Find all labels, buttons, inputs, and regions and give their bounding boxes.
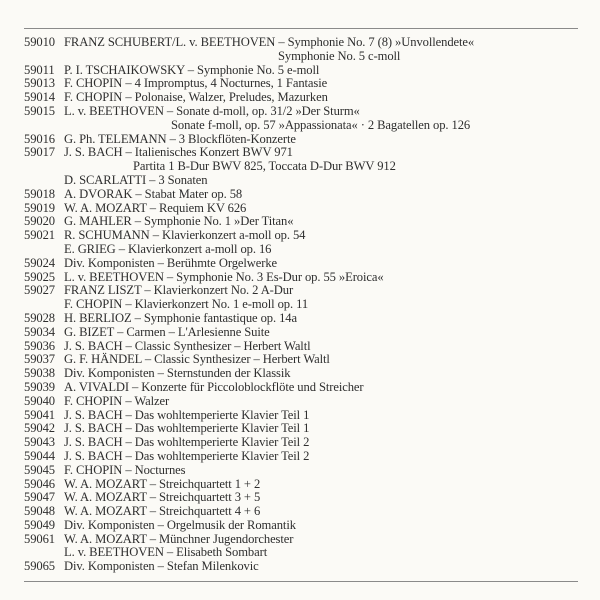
catalogue-entry	[24, 409, 584, 423]
catalogue-entry	[24, 202, 584, 216]
entry-title: W. A. MOZART – Streichquartett 3 + 5	[64, 490, 261, 505]
entry-title: H. BERLIOZ – Symphonie fantastique op. 14a	[64, 310, 297, 325]
catalogue-number: 59048	[24, 504, 55, 519]
entry-title: G. Ph. TELEMANN – 3 Blockflöten-Konzerte	[64, 131, 296, 146]
catalogue-entry	[24, 36, 584, 50]
catalogue-number: 59013	[24, 76, 55, 91]
entry-title: Div. Komponisten – Stefan Milenkovic	[64, 559, 259, 574]
catalogue-number: 59018	[24, 186, 55, 201]
entry-title: P. I. TSCHAIKOWSKY – Symphonie No. 5 e-moll	[64, 62, 320, 77]
entry-title: A. DVORAK – Stabat Mater op. 58	[64, 186, 243, 201]
catalogue-number: 59017	[24, 145, 55, 160]
catalogue-number: 59039	[24, 379, 55, 394]
entry-title: D. SCARLATTI – 3 Sonaten	[64, 172, 208, 187]
catalogue-entry	[24, 312, 584, 326]
catalogue-entry	[24, 215, 584, 229]
catalogue-entry	[24, 105, 584, 119]
catalogue-entry	[24, 326, 584, 340]
entry-title: W. A. MOZART – Requiem KV 626	[64, 200, 247, 215]
entry-title: J. S. BACH – Das wohltemperierte Klavier Teil 1	[64, 421, 310, 436]
catalogue-entry	[24, 436, 584, 450]
catalogue-number: 59038	[24, 366, 55, 381]
catalogue-entry	[24, 91, 584, 105]
catalogue-entry-continuation	[24, 298, 584, 312]
catalogue-entry	[24, 505, 584, 519]
entry-title: J. S. BACH – Das wohltemperierte Klavier Teil 2	[64, 448, 310, 463]
catalogue-entry	[24, 450, 584, 464]
catalogue-number: 59010	[24, 35, 55, 49]
catalogue-entry	[24, 229, 584, 243]
entry-title: F. CHOPIN – 4 Impromptus, 4 Nocturnes, 1 Fantasie	[64, 76, 328, 91]
catalogue-entry	[24, 340, 584, 354]
entry-title: FRANZ SCHUBERT/L. v. BEETHOVEN – Symphonie No. 7 (8) »Unvollendete«	[64, 35, 475, 49]
entry-title: W. A. MOZART – Münchner Jugendorchester	[64, 531, 294, 546]
entry-title: A. VIVALDI – Konzerte für Piccoloblockflöte und Streicher	[64, 379, 364, 394]
catalogue-number: 59041	[24, 407, 55, 422]
entry-title: Div. Komponisten – Orgelmusik der Romantik	[64, 517, 296, 532]
entry-title: R. SCHUMANN – Klavierkonzert a-moll op. 54	[64, 228, 306, 243]
catalogue-number: 59047	[24, 490, 55, 505]
entry-title: L. v. BEETHOVEN – Elisabeth Sombart	[64, 545, 268, 560]
catalogue-number: 59042	[24, 421, 55, 436]
entry-title: W. A. MOZART – Streichquartett 1 + 2	[64, 476, 261, 491]
catalogue-entry	[24, 519, 584, 533]
catalogue-number: 59034	[24, 324, 55, 339]
catalogue-entry	[24, 367, 584, 381]
catalogue-entry	[24, 560, 584, 574]
entry-title: E. GRIEG – Klavierkonzert a-moll op. 16	[64, 241, 272, 256]
entry-title: J. S. BACH – Das wohltemperierte Klavier Teil 2	[64, 435, 310, 450]
entry-title: F. CHOPIN – Klavierkonzert No. 1 e-moll op. 11	[64, 297, 309, 312]
catalogue-number: 59049	[24, 517, 55, 532]
entry-title: Div. Komponisten – Sternstunden der Klassik	[64, 366, 291, 381]
catalogue-entry-continuation	[24, 546, 584, 560]
catalogue-entry-continuation	[24, 160, 584, 174]
catalogue-number: 59021	[24, 228, 55, 243]
catalogue-entry-continuation	[24, 243, 584, 257]
catalogue-entry	[24, 533, 584, 547]
entry-title: L. v. BEETHOVEN – Sonate d-moll, op. 31/2 »Der Sturm«	[64, 103, 360, 118]
entry-title: W. A. MOZART – Streichquartett 4 + 6	[64, 504, 261, 519]
catalogue-entry	[24, 257, 584, 271]
catalogue-number: 59045	[24, 462, 55, 477]
catalogue-number: 59040	[24, 393, 55, 408]
entry-title: FRANZ LISZT – Klavierkonzert No. 2 A-Dur	[64, 283, 294, 298]
entry-title: J. S. BACH – Das wohltemperierte Klavier Teil 1	[64, 407, 310, 422]
catalogue-entry	[24, 77, 584, 91]
catalogue-entry	[24, 64, 584, 78]
catalogue-number: 59028	[24, 310, 55, 325]
entry-title: L. v. BEETHOVEN – Symphonie No. 3 Es-Dur op. 55 »Eroica«	[64, 269, 384, 284]
catalogue-entry	[24, 146, 584, 160]
catalogue-number: 59061	[24, 531, 55, 546]
catalogue-entry	[24, 284, 584, 298]
catalogue-entry	[24, 478, 584, 492]
entry-title: F. CHOPIN – Walzer	[64, 393, 170, 408]
entry-title: Div. Komponisten – Berühmte Orgelwerke	[64, 255, 278, 270]
bottom-divider	[24, 581, 578, 582]
catalogue-number: 59025	[24, 269, 55, 284]
catalogue-number: 59065	[24, 559, 55, 574]
catalogue-entry	[24, 422, 584, 436]
catalogue-entry	[24, 353, 584, 367]
catalogue-entry-continuation	[24, 50, 584, 64]
catalogue-number: 59015	[24, 103, 55, 118]
catalogue-number: 59036	[24, 338, 55, 353]
catalogue-entry-continuation	[24, 174, 584, 188]
catalogue-number: 59014	[24, 90, 55, 105]
catalogue-number: 59043	[24, 435, 55, 450]
catalogue-entry	[24, 491, 584, 505]
catalogue-number: 59037	[24, 352, 55, 367]
entry-title: G. F. HÄNDEL – Classic Synthesizer – Herbert Waltl	[64, 352, 330, 367]
catalogue-number: 59027	[24, 283, 55, 298]
catalogue-number: 59019	[24, 200, 55, 215]
catalogue-number: 59016	[24, 131, 55, 146]
entry-title: F. CHOPIN – Polonaise, Walzer, Preludes, Mazurken	[64, 90, 328, 105]
catalogue-entry	[24, 271, 584, 285]
catalogue-number: 59044	[24, 448, 55, 463]
catalogue-entry	[24, 188, 584, 202]
entry-title: G. BIZET – Carmen – L'Arlesienne Suite	[64, 324, 270, 339]
catalogue-number: 59020	[24, 214, 55, 229]
entry-title: Partita 1 B-Dur BWV 825, Toccata D-Dur BWV 912	[133, 159, 396, 174]
entry-title: J. S. BACH – Classic Synthesizer – Herbert Waltl	[64, 338, 311, 353]
catalogue-entry	[24, 464, 584, 478]
catalogue-entry	[24, 395, 584, 409]
catalogue-number: 59011	[24, 62, 55, 77]
entry-title: F. CHOPIN – Nocturnes	[64, 462, 186, 477]
top-divider	[24, 28, 578, 29]
catalogue-entry-continuation	[24, 119, 584, 133]
entry-title: J. S. BACH – Italienisches Konzert BWV 971	[64, 145, 293, 160]
catalogue-entry	[24, 381, 584, 395]
entry-title: Symphonie No. 5 c-moll	[278, 48, 401, 63]
catalogue-entry	[24, 133, 584, 147]
catalogue-list	[24, 36, 584, 574]
catalogue-number: 59024	[24, 255, 55, 270]
catalogue-number: 59046	[24, 476, 55, 491]
entry-title: G. MAHLER – Symphonie No. 1 »Der Titan«	[64, 214, 294, 229]
entry-title: Sonate f-moll, op. 57 »Appassionata« · 2 Bagatellen op. 126	[171, 117, 471, 132]
